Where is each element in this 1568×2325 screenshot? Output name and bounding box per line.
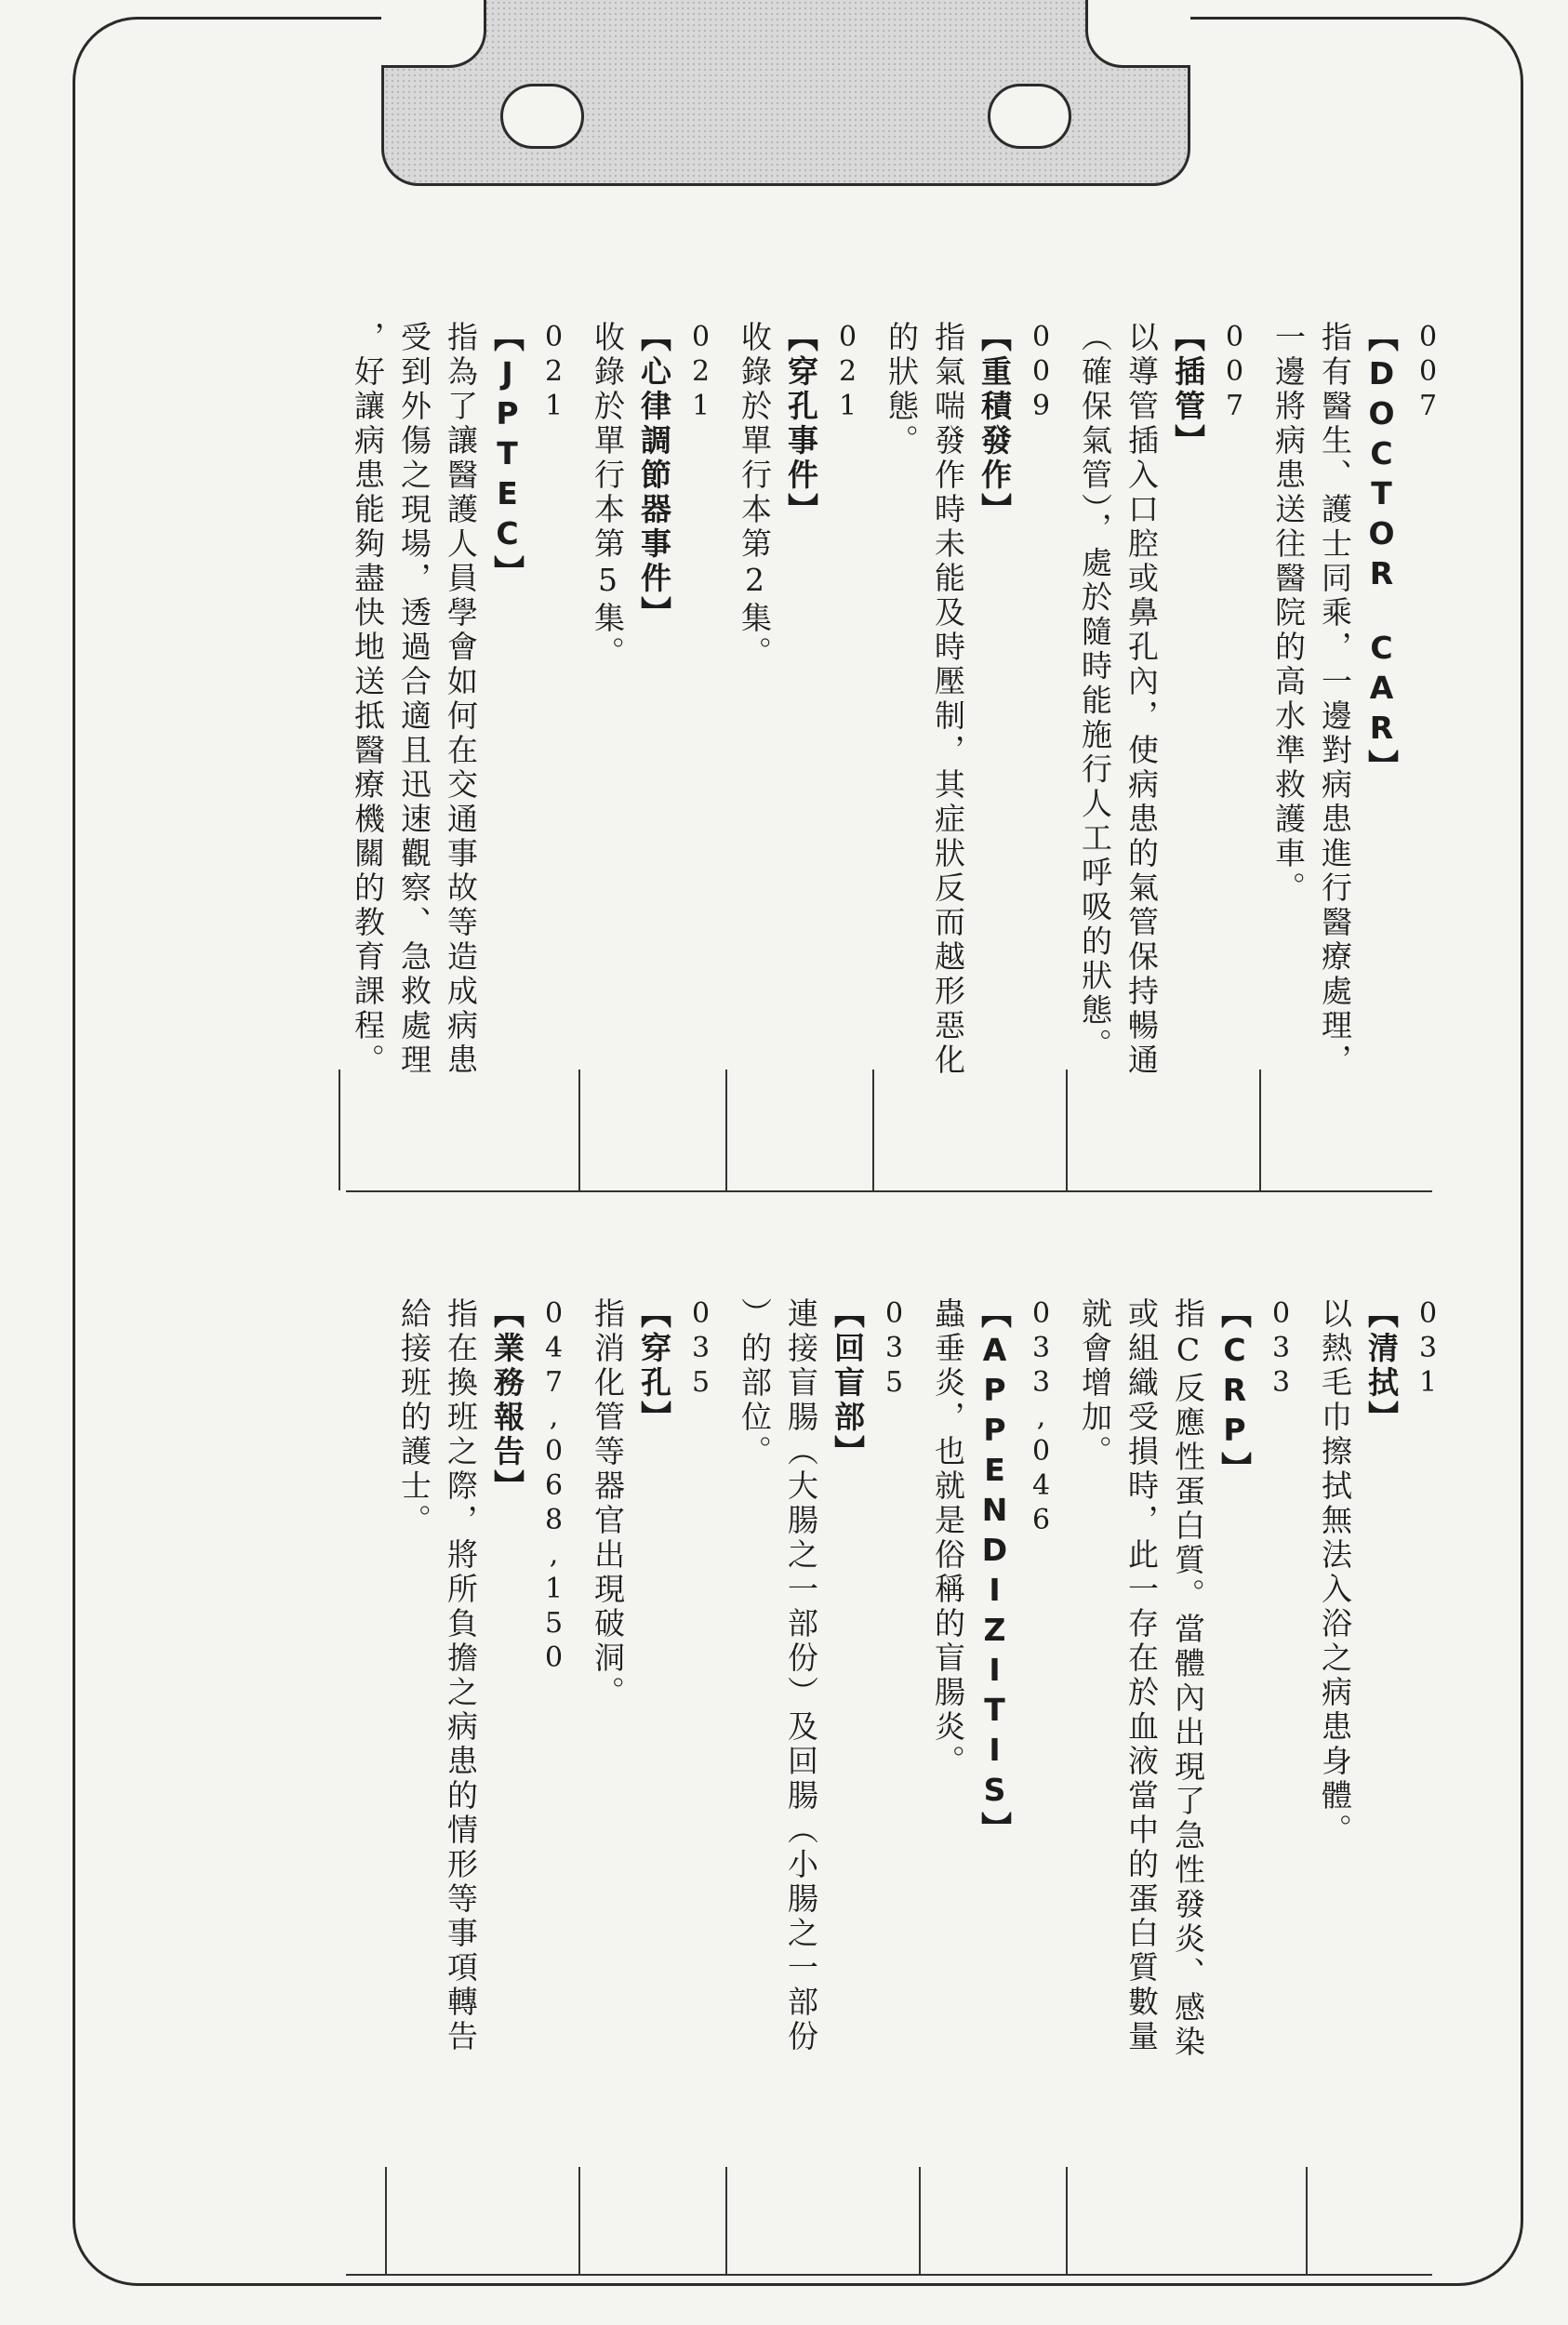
entry-separator [1066, 2167, 1068, 2274]
entry-definition-line: 以熱毛巾擦拭無法入浴之病患身體。 [1317, 1297, 1353, 1848]
entry-definition-line: 給接班的護士。 [396, 1297, 432, 1538]
entry-definition-line: 指氣喘發作時未能及時壓制，其症狀反而越形惡化 [930, 321, 966, 1078]
entry-definition-line: 收錄於單行本第2集。 [737, 321, 773, 671]
entry-term: 【DOCTOR CAR】 [1363, 321, 1400, 784]
entry-separator [578, 2167, 580, 2274]
entry-definition-line: 受到外傷之現場，透過合適且迅速觀察、急救處理 [396, 321, 432, 1078]
entry-term: 【清拭】 [1363, 1297, 1400, 1435]
entry-separator [385, 2167, 387, 2274]
entry-definition-line: 或組織受損時，此一存在於血液當中的蛋白質數量 [1123, 1297, 1160, 2054]
entry-page-ref: 031 [1412, 1297, 1444, 1401]
entry-page-ref: 009 [1025, 321, 1057, 424]
entry-separator [1306, 2167, 1308, 2274]
entry-term: 【重積發作】 [977, 321, 1013, 527]
entry-page-ref: 035 [878, 1297, 910, 1401]
entry-definition-line: 指消化管等器官出現破洞。 [590, 1297, 626, 1710]
entry-page-ref: 033 [1265, 1297, 1297, 1401]
entry-term: 【APPENDIZITIS】 [977, 1297, 1013, 1846]
entry-page-ref: 047,068,150 [538, 1297, 570, 1676]
entry-term: 【心律調節器事件】 [636, 321, 672, 631]
entry-separator [578, 1070, 580, 1190]
entry-definition-line: 蟲垂炎，也就是俗稱的盲腸炎。 [930, 1297, 966, 1779]
entry-definition-line: （確保氣管），處於隨時能施行人工呼吸的狀態。 [1077, 321, 1113, 1063]
entry-page-ref: 033,046 [1025, 1297, 1057, 1538]
entry-definition-line: 一邊將病患送往醫院的高水準救護車。 [1270, 321, 1307, 906]
clipboard-clip [381, 0, 1190, 186]
entry-term: 【穿孔事件】 [783, 321, 819, 527]
entry-separator [1066, 1070, 1068, 1190]
entry-definition-line: 連接盲腸（大腸之一部份）及回腸（小腸之一部份 [783, 1297, 819, 2054]
entry-page-ref: 021 [831, 321, 864, 424]
entry-page-ref: 007 [1218, 321, 1251, 424]
clip-hole-right [988, 84, 1071, 149]
entry-definition-line: 的狀態。 [884, 321, 920, 458]
entry-definition-line: ）的部位。 [737, 1297, 773, 1469]
entry-term: 【回盲部】 [830, 1297, 866, 1469]
entry-definition-line: 指在換班之際，將所負擔之病患的情形等事項轉告 [443, 1297, 479, 2054]
entry-definition-line: 就會增加。 [1077, 1297, 1113, 1469]
entry-definition-line: 收錄於單行本第5集。 [590, 321, 626, 671]
entry-definition-line: 指C反應性蛋白質。當體內出現了急性發炎、感染 [1170, 1297, 1206, 2060]
entry-separator [725, 1070, 727, 1190]
clip-hole-left [500, 84, 584, 149]
entry-term: 【插管】 [1170, 321, 1206, 458]
clip-shoulder-right [1085, 0, 1190, 68]
entry-separator [872, 1070, 874, 1190]
entry-definition-line: 指為了讓醫護人員學會如何在交通事故等造成病患 [443, 321, 479, 1078]
entry-term: 【穿孔】 [636, 1297, 672, 1435]
entry-page-ref: 035 [684, 1297, 717, 1401]
entry-separator [1259, 1070, 1261, 1190]
entry-definition-line: 指有醫生、護士同乘，一邊對病患進行醫療處理， [1317, 321, 1353, 1078]
entry-definition-line: 以導管插入口腔或鼻孔內，使病患的氣管保持暢通 [1123, 321, 1160, 1078]
entry-separator [339, 1070, 340, 1190]
entry-term: 【CRP】 [1216, 1297, 1253, 1486]
entry-definition-line: ，好讓病患能夠盡快地送抵醫療機關的教育課程。 [350, 321, 386, 1078]
entry-term: 【業務報告】 [489, 1297, 525, 1504]
entry-page-ref: 021 [538, 321, 570, 424]
entry-separator [919, 2167, 921, 2274]
entry-page-ref: 021 [684, 321, 717, 424]
entry-term: 【JPTEC】 [489, 321, 525, 590]
entry-separator [725, 2167, 727, 2274]
entry-page-ref: 007 [1412, 321, 1444, 424]
clip-shoulder-left [381, 0, 486, 68]
